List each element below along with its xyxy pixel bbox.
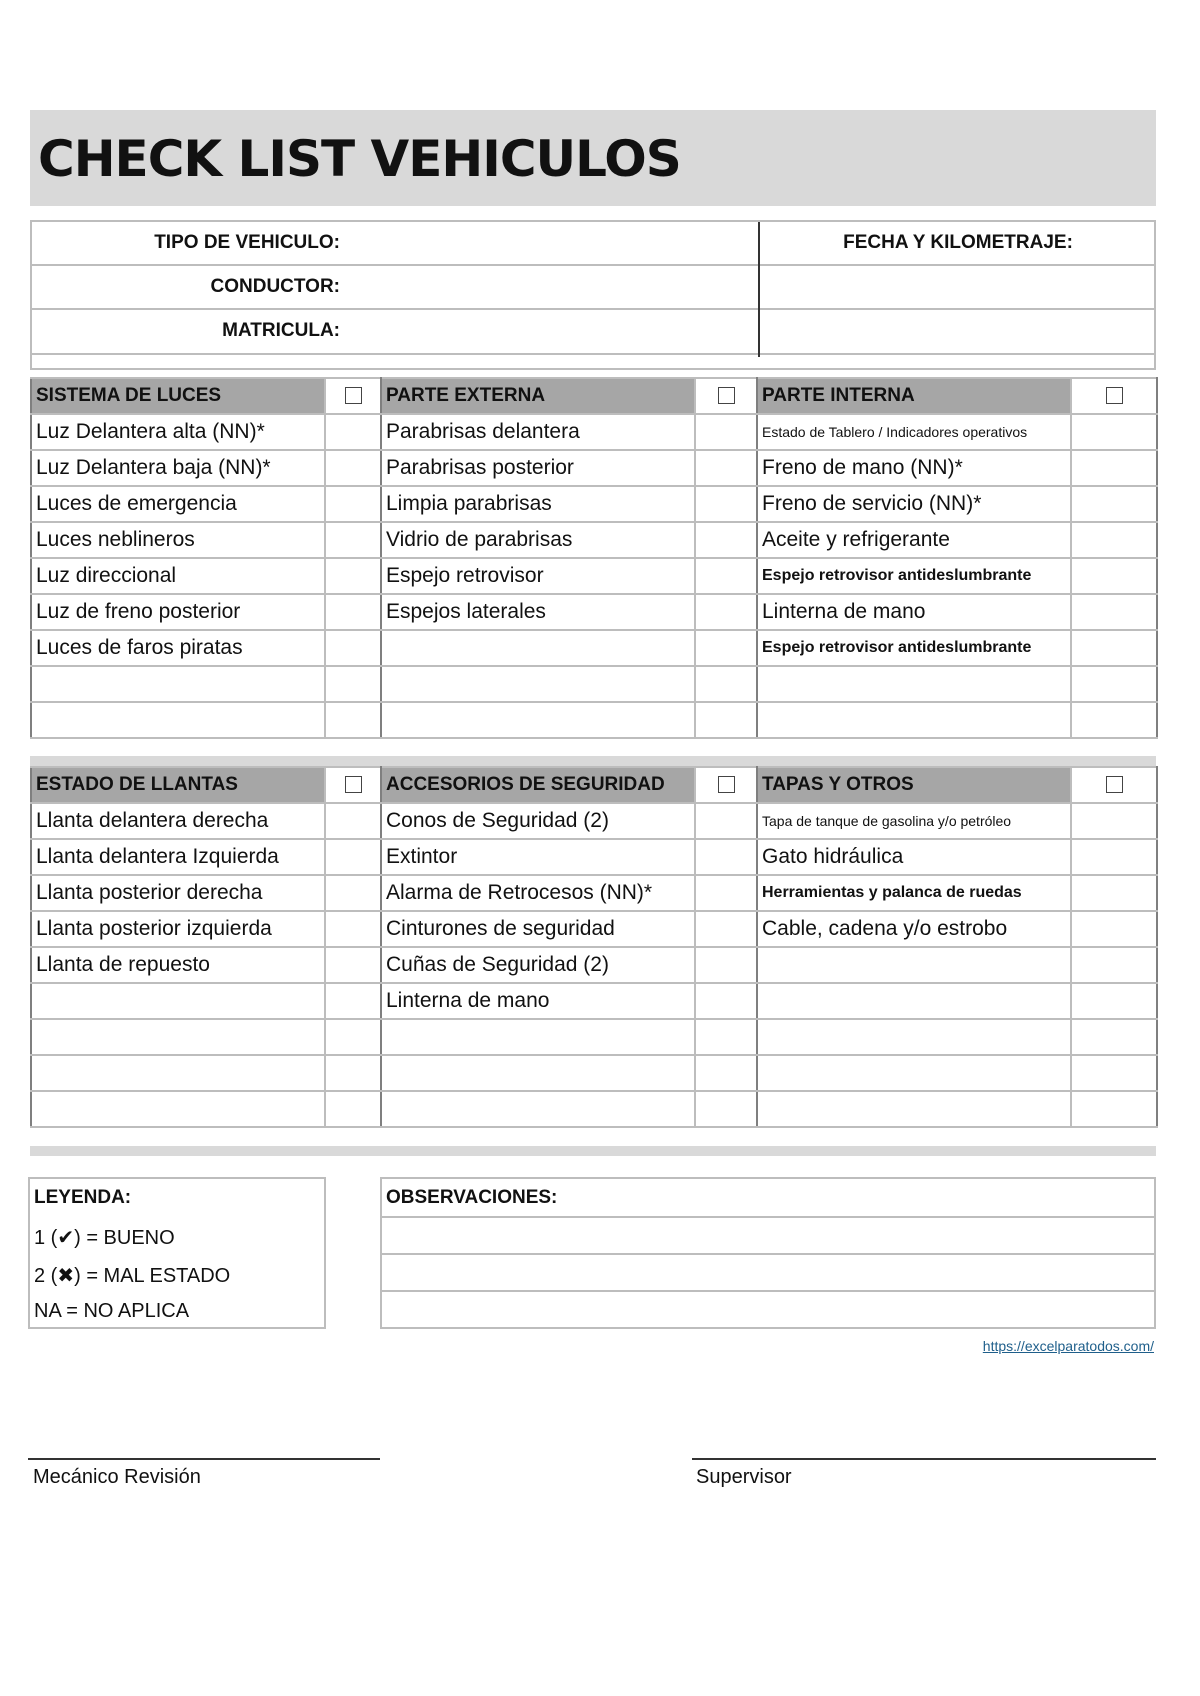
checklist-item: Limpia parabrisas	[381, 486, 695, 522]
check-cell[interactable]	[325, 558, 381, 594]
checklist-item	[757, 1091, 1071, 1127]
checklist-item	[757, 947, 1071, 983]
checklist-item: Extintor	[381, 839, 695, 875]
section-separator	[30, 1146, 1156, 1156]
checklist-item: Conos de Seguridad (2)	[381, 803, 695, 839]
check-cell[interactable]	[1071, 702, 1157, 738]
checkbox-icon[interactable]	[345, 776, 362, 793]
section-header: ACCESORIOS DE SEGURIDAD	[381, 767, 695, 803]
check-cell[interactable]	[695, 1055, 757, 1091]
check-cell[interactable]	[695, 702, 757, 738]
checklist-item: Gato hidráulica	[757, 839, 1071, 875]
checklist-item	[757, 666, 1071, 702]
table-row	[31, 414, 1157, 450]
conductor-label: CONDUCTOR:	[210, 276, 340, 297]
checklist-item: Freno de mano (NN)*	[757, 450, 1071, 486]
table-row	[31, 803, 1157, 839]
fecha-kilometraje-label: FECHA Y KILOMETRAJE:	[843, 232, 1073, 253]
info-row-divider	[32, 353, 1154, 355]
table-row	[31, 558, 1157, 594]
check-cell[interactable]	[695, 1091, 757, 1127]
table-row	[31, 1055, 1157, 1091]
table-row	[31, 1019, 1157, 1055]
check-cell[interactable]	[325, 486, 381, 522]
checklist-item: Llanta delantera derecha	[31, 803, 325, 839]
checklist-section-2	[30, 766, 1158, 1128]
table-row	[31, 666, 1157, 702]
section-header: PARTE EXTERNA	[381, 378, 695, 414]
checklist-item: Linterna de mano	[381, 983, 695, 1019]
check-cell[interactable]	[695, 911, 757, 947]
table-row	[31, 875, 1157, 911]
website-link[interactable]: https://excelparatodos.com/	[982, 1338, 1154, 1354]
header-checkbox-cell	[695, 378, 757, 414]
check-cell[interactable]	[325, 414, 381, 450]
title-bar	[30, 110, 1156, 206]
check-cell[interactable]	[325, 875, 381, 911]
checklist-item: Luz Delantera alta (NN)*	[31, 414, 325, 450]
check-cell[interactable]	[695, 414, 757, 450]
checklist-item: Cable, cadena y/o estrobo	[757, 911, 1071, 947]
checklist-item: Vidrio de parabrisas	[381, 522, 695, 558]
check-cell[interactable]	[695, 666, 757, 702]
legend-box	[28, 1177, 326, 1329]
check-cell[interactable]	[1071, 875, 1157, 911]
legend-title: LEYENDA:	[34, 1187, 132, 1208]
checklist-item: Luz Delantera baja (NN)*	[31, 450, 325, 486]
check-cell[interactable]	[1071, 594, 1157, 630]
checklist-item	[381, 1019, 695, 1055]
checkbox-icon[interactable]	[1106, 776, 1123, 793]
table-row	[31, 486, 1157, 522]
observations-box	[380, 1177, 1156, 1329]
checklist-item	[31, 702, 325, 738]
observation-line	[382, 1290, 1154, 1292]
checklist-item	[757, 1019, 1071, 1055]
checklist-item	[31, 666, 325, 702]
mechanic-signature-line	[28, 1458, 380, 1460]
observation-line	[382, 1216, 1154, 1218]
checklist-item: Aceite y refrigerante	[757, 522, 1071, 558]
section-header: PARTE INTERNA	[757, 378, 1071, 414]
checklist-item	[31, 1091, 325, 1127]
legend-bad: 2 (✖) = MAL ESTADO	[34, 1265, 231, 1287]
checklist-item	[381, 1055, 695, 1091]
check-cell[interactable]	[325, 630, 381, 666]
checklist-item: Espejo retrovisor antideslumbrante	[757, 630, 1071, 666]
checklist-item: Cinturones de seguridad	[381, 911, 695, 947]
legend-good: 1 (✔) = BUENO	[34, 1227, 175, 1249]
header-checkbox-cell	[1071, 767, 1157, 803]
check-cell[interactable]	[325, 983, 381, 1019]
info-row-divider	[32, 264, 1154, 266]
checklist-item: Alarma de Retrocesos (NN)*	[381, 875, 695, 911]
checklist-item	[381, 666, 695, 702]
section-header: ESTADO DE LLANTAS	[31, 767, 325, 803]
checklist-item: Linterna de mano	[757, 594, 1071, 630]
check-cell[interactable]	[695, 486, 757, 522]
checklist-item	[381, 1091, 695, 1127]
checklist-item	[757, 983, 1071, 1019]
check-cell[interactable]	[325, 1055, 381, 1091]
check-cell[interactable]	[1071, 983, 1157, 1019]
table-row	[31, 630, 1157, 666]
check-cell[interactable]	[325, 1019, 381, 1055]
checklist-item: Llanta posterior izquierda	[31, 911, 325, 947]
section-separator	[30, 756, 1156, 766]
table-row	[31, 1091, 1157, 1127]
check-cell[interactable]	[695, 450, 757, 486]
checkbox-icon[interactable]	[1106, 387, 1123, 404]
check-cell[interactable]	[1071, 414, 1157, 450]
checklist-item: Luces de faros piratas	[31, 630, 325, 666]
check-cell[interactable]	[695, 803, 757, 839]
info-row-divider	[32, 308, 1154, 310]
table-row	[31, 594, 1157, 630]
table-row	[31, 702, 1157, 738]
check-cell[interactable]	[1071, 947, 1157, 983]
check-cell[interactable]	[1071, 522, 1157, 558]
checklist-item: Luces de emergencia	[31, 486, 325, 522]
checklist-item: Tapa de tanque de gasolina y/o petróleo	[757, 803, 1071, 839]
checklist-item: Espejo retrovisor antideslumbrante	[757, 558, 1071, 594]
check-cell[interactable]	[695, 983, 757, 1019]
observations-label: OBSERVACIONES:	[386, 1187, 558, 1208]
checklist-item	[381, 630, 695, 666]
checklist-item: Luz de freno posterior	[31, 594, 325, 630]
check-cell[interactable]	[325, 839, 381, 875]
checklist-item: Espejos laterales	[381, 594, 695, 630]
checklist-item	[31, 1019, 325, 1055]
checklist-section-1	[30, 377, 1158, 739]
check-cell[interactable]	[325, 947, 381, 983]
checkbox-icon[interactable]	[718, 387, 735, 404]
check-cell[interactable]	[325, 450, 381, 486]
check-cell[interactable]	[325, 666, 381, 702]
checkbox-icon[interactable]	[345, 387, 362, 404]
section-header: TAPAS Y OTROS	[757, 767, 1071, 803]
matricula-label: MATRICULA:	[222, 320, 340, 341]
check-cell[interactable]	[1071, 486, 1157, 522]
supervisor-signature-line	[692, 1458, 1156, 1460]
table-row	[31, 450, 1157, 486]
check-cell[interactable]	[695, 522, 757, 558]
table-row	[31, 947, 1157, 983]
check-cell[interactable]	[695, 594, 757, 630]
check-cell[interactable]	[325, 702, 381, 738]
mechanic-signature-label: Mecánico Revisión	[33, 1466, 201, 1488]
check-cell[interactable]	[1071, 911, 1157, 947]
table-row	[31, 911, 1157, 947]
check-cell[interactable]	[1071, 1019, 1157, 1055]
checklist-item: Estado de Tablero / Indicadores operativos	[757, 414, 1071, 450]
check-cell[interactable]	[1071, 1055, 1157, 1091]
check-cell[interactable]	[695, 947, 757, 983]
check-cell[interactable]	[695, 630, 757, 666]
check-cell[interactable]	[695, 839, 757, 875]
checklist-item: Parabrisas posterior	[381, 450, 695, 486]
table-row	[31, 983, 1157, 1019]
checklist-item: Luces neblineros	[31, 522, 325, 558]
header-checkbox-cell	[695, 767, 757, 803]
checklist-item: Llanta de repuesto	[31, 947, 325, 983]
check-cell[interactable]	[325, 594, 381, 630]
check-cell[interactable]	[1071, 558, 1157, 594]
check-cell[interactable]	[1071, 630, 1157, 666]
table-row	[31, 522, 1157, 558]
section-header: SISTEMA DE LUCES	[31, 378, 325, 414]
checklist-item: Llanta posterior derecha	[31, 875, 325, 911]
vehicle-info-grid	[30, 220, 1156, 370]
checklist-item	[31, 1055, 325, 1091]
checklist-item: Cuñas de Seguridad (2)	[381, 947, 695, 983]
header-checkbox-cell	[1071, 378, 1157, 414]
check-cell[interactable]	[1071, 803, 1157, 839]
header-checkbox-cell	[325, 378, 381, 414]
check-cell[interactable]	[325, 1091, 381, 1127]
supervisor-signature-label: Supervisor	[696, 1466, 792, 1488]
checklist-item	[757, 702, 1071, 738]
observation-line	[382, 1253, 1154, 1255]
checklist-item	[381, 702, 695, 738]
checklist-item: Freno de servicio (NN)*	[757, 486, 1071, 522]
check-cell[interactable]	[1071, 839, 1157, 875]
checklist-item: Parabrisas delantera	[381, 414, 695, 450]
checklist-item: Llanta delantera Izquierda	[31, 839, 325, 875]
checklist-item: Herramientas y palanca de ruedas	[757, 875, 1071, 911]
page-title: CHECK LIST VEHICULOS	[38, 130, 681, 188]
checklist-item: Espejo retrovisor	[381, 558, 695, 594]
checklist-item: Luz direccional	[31, 558, 325, 594]
check-cell[interactable]	[695, 875, 757, 911]
check-cell[interactable]	[695, 558, 757, 594]
check-cell[interactable]	[1071, 666, 1157, 702]
checklist-item	[757, 1055, 1071, 1091]
header-checkbox-cell	[325, 767, 381, 803]
table-row	[31, 839, 1157, 875]
check-cell[interactable]	[325, 911, 381, 947]
check-cell[interactable]	[1071, 1091, 1157, 1127]
check-cell[interactable]	[695, 1019, 757, 1055]
check-cell[interactable]	[325, 803, 381, 839]
legend-na: NA = NO APLICA	[34, 1300, 190, 1322]
check-cell[interactable]	[325, 522, 381, 558]
checkbox-icon[interactable]	[718, 776, 735, 793]
checklist-item	[31, 983, 325, 1019]
tipo-vehiculo-label: TIPO DE VEHICULO:	[154, 232, 340, 253]
check-cell[interactable]	[1071, 450, 1157, 486]
